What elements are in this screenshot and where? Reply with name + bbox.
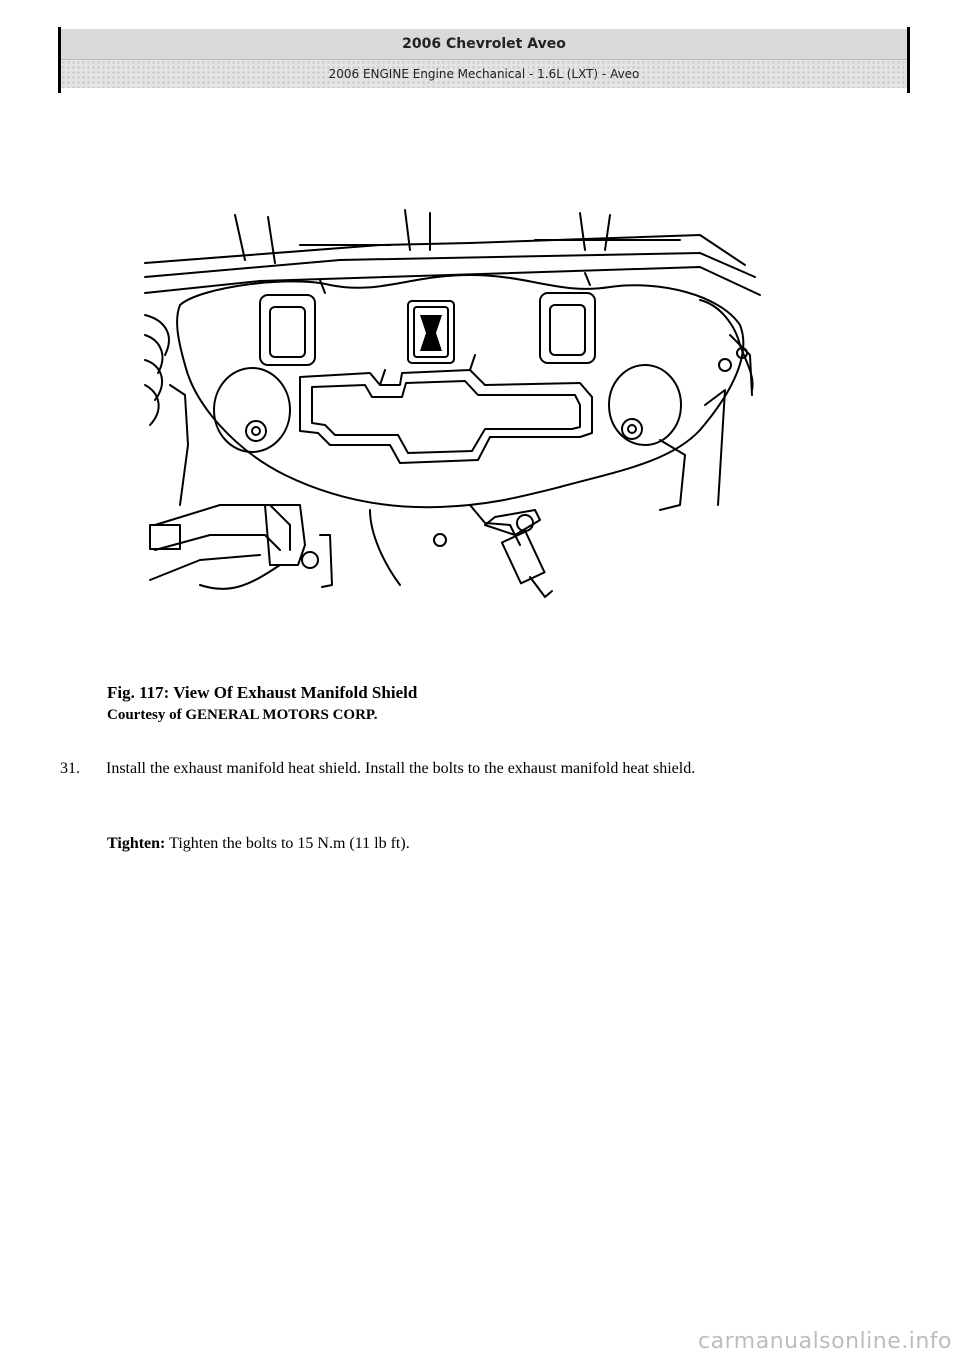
step-text: Install the exhaust manifold heat shield. Install the bolts to the exhaust manifold heat shield. — [106, 760, 696, 777]
pipe-line — [268, 217, 275, 263]
document-title: 2006 Chevrolet Aveo — [61, 29, 907, 60]
pipe-line — [235, 215, 245, 260]
watermark: carmanualsonline.info — [698, 1329, 952, 1354]
step-number: 31. — [60, 760, 80, 777]
torque-label: Tighten: — [107, 835, 166, 852]
page-header — [58, 27, 910, 93]
figure-title: Fig. 117: View Of Exhaust Manifold Shield — [107, 683, 418, 702]
torque-text: Tighten the bolts to 15 N.m (11 lb ft). — [165, 835, 410, 852]
exhaust-manifold-shield-illustration — [140, 205, 765, 615]
procedure-step — [60, 757, 880, 781]
document-subtitle: 2006 ENGINE Engine Mechanical - 1.6L (LXT) - Aveo — [61, 60, 907, 88]
figure-caption — [107, 682, 887, 726]
figure-credit: Courtesy of GENERAL MOTORS CORP. — [107, 707, 378, 723]
torque-spec — [107, 832, 410, 856]
